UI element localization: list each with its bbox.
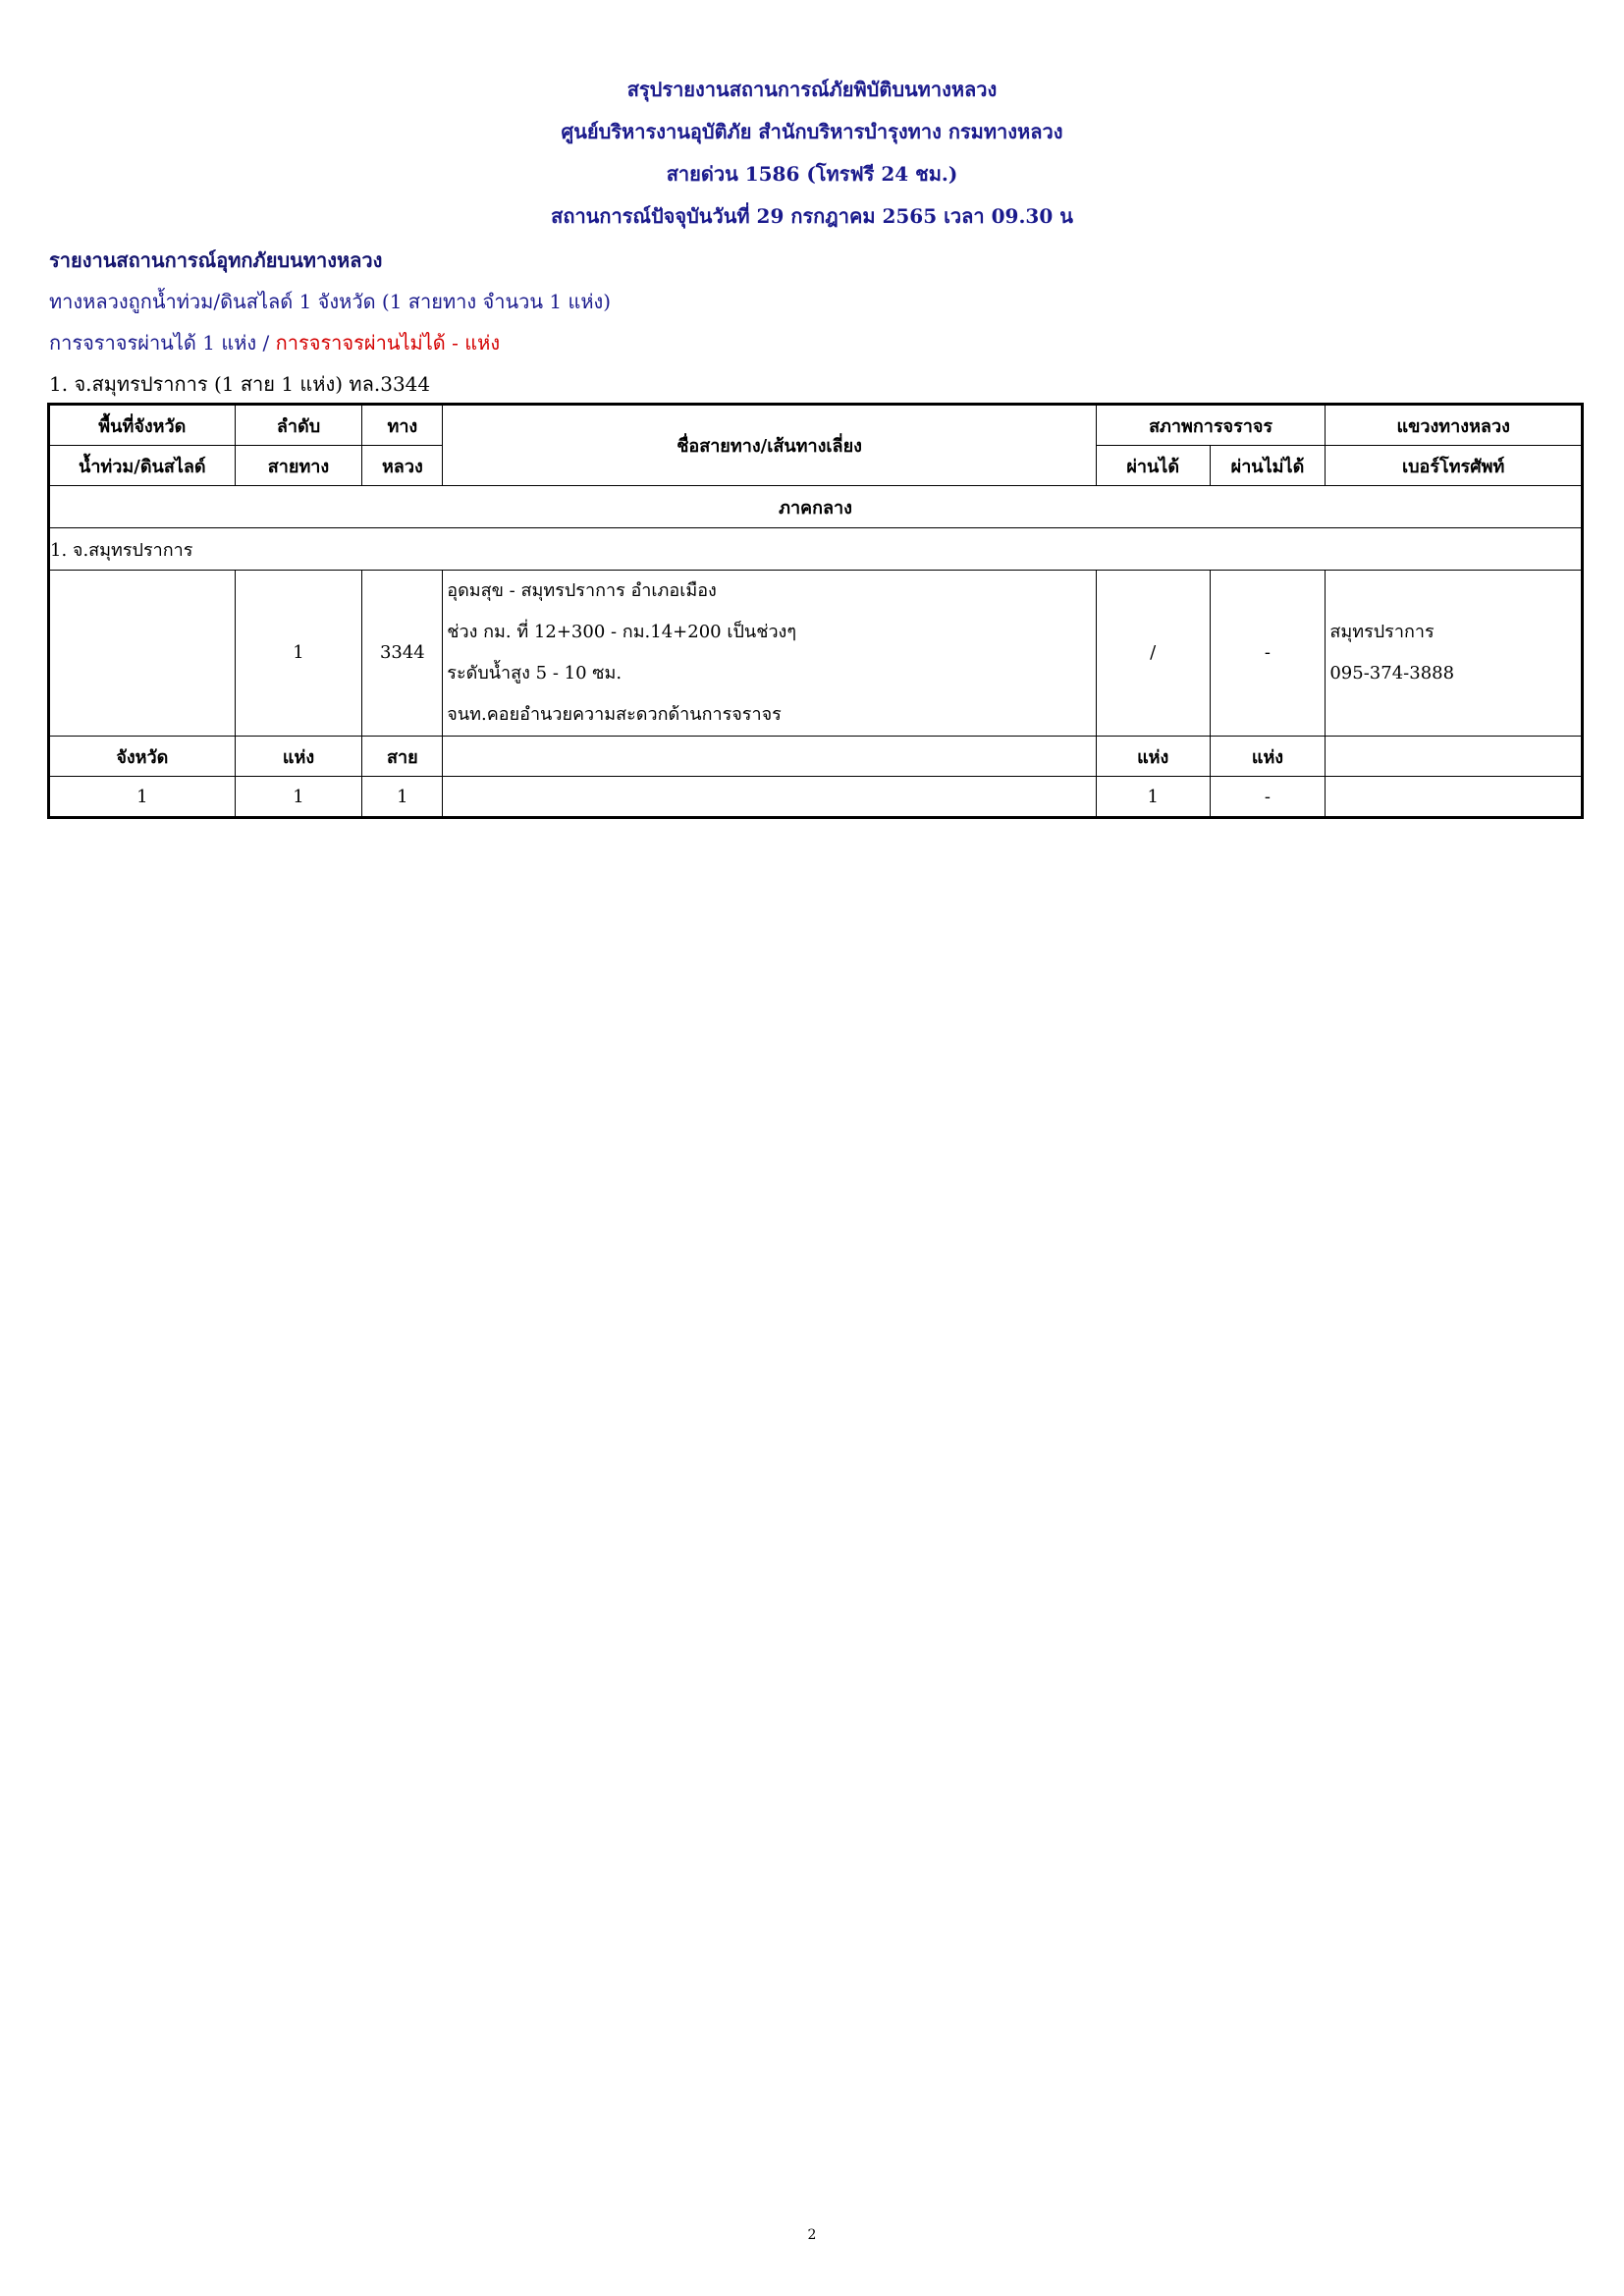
col-district-header-1: แขวงทางหลวง bbox=[1326, 405, 1583, 446]
col-order-header-2: สายทาง bbox=[235, 446, 362, 486]
situation-date: สถานการณ์ปัจจุบันวันที่ 29 กรกฎาคม 2565 เวลา 09.30 น bbox=[551, 204, 1073, 228]
hotline: สายด่วน 1586 (โทรฟรี 24 ชม.) bbox=[666, 162, 958, 186]
footer-pass-label: แห่ง bbox=[1096, 737, 1210, 777]
province-summary: 1. จ.สมุทรปราการ (1 สาย 1 แห่ง) ทล.3344 bbox=[49, 372, 431, 396]
route-line: จนท.คอยอำนวยความสะดวกด้านการจราจร bbox=[447, 704, 782, 725]
col-highway-header-2: หลวง bbox=[362, 446, 443, 486]
col-area-header-1: พื้นที่จังหวัด bbox=[49, 405, 236, 446]
order-cell: 1 bbox=[235, 571, 362, 737]
total-places: 1 bbox=[235, 777, 362, 818]
pass-cell: / bbox=[1096, 571, 1210, 737]
footer-province-label: จังหวัด bbox=[49, 737, 236, 777]
intro-section bbox=[49, 240, 611, 405]
col-area-header-2: น้ำท่วม/ดินสไลด์ bbox=[49, 446, 236, 486]
footer-nopass-label: แห่ง bbox=[1210, 737, 1326, 777]
total-routes: 1 bbox=[362, 777, 443, 818]
footer-routes-label: สาย bbox=[362, 737, 443, 777]
footer-blank bbox=[1326, 737, 1583, 777]
footer-places-label: แห่ง bbox=[235, 737, 362, 777]
col-highway-header-1: ทาง bbox=[362, 405, 443, 446]
district-cell bbox=[1326, 571, 1583, 737]
district-phone: 095-374-3888 bbox=[1329, 663, 1455, 683]
route-line: อุดมสุข - สมุทรปราการ อำเภอเมือง bbox=[447, 580, 717, 601]
table-row bbox=[49, 571, 1583, 737]
total-province: 1 bbox=[49, 777, 236, 818]
total-blank bbox=[1326, 777, 1583, 818]
page-number: 2 bbox=[807, 2227, 817, 2243]
col-pass-header: ผ่านได้ bbox=[1096, 446, 1210, 486]
center-name: ศูนย์บริหารงานอุบัติภัย สำนักบริหารบำรุงทาง กรมทางหลวง bbox=[561, 120, 1063, 143]
region-row: ภาคกลาง bbox=[49, 486, 1583, 528]
report-title: สรุปรายงานสถานการณ์ภัยพิบัติบนทางหลวง bbox=[626, 78, 998, 101]
footer-blank bbox=[443, 737, 1097, 777]
nopass-cell: - bbox=[1210, 571, 1326, 737]
col-district-header-2: เบอร์โทรศัพท์ bbox=[1326, 446, 1583, 486]
traffic-impassable: การจราจรผ่านไม่ได้ - แห่ง bbox=[275, 331, 501, 355]
highway-cell: 3344 bbox=[362, 571, 443, 737]
col-route-header: ชื่อสายทาง/เส้นทางเลี่ยง bbox=[443, 405, 1097, 486]
total-blank bbox=[443, 777, 1097, 818]
traffic-summary bbox=[49, 322, 611, 363]
total-pass: 1 bbox=[1096, 777, 1210, 818]
traffic-passable: การจราจรผ่านได้ 1 แห่ง / bbox=[49, 331, 270, 355]
area-cell bbox=[49, 571, 236, 737]
flood-summary: ทางหลวงถูกน้ำท่วม/ดินสไลด์ 1 จังหวัด (1 สายทาง จำนวน 1 แห่ง) bbox=[49, 290, 612, 313]
route-line: ช่วง กม. ที่ 12+300 - กม.14+200 เป็นช่วงๆ bbox=[447, 622, 797, 642]
flood-report-title: รายงานสถานการณ์อุทกภัยบนทางหลวง bbox=[49, 248, 383, 272]
col-traffic-header: สภาพการจราจร bbox=[1096, 405, 1326, 446]
col-nopass-header: ผ่านไม่ได้ bbox=[1210, 446, 1326, 486]
district-name: สมุทรปราการ bbox=[1329, 622, 1435, 642]
col-order-header-1: ลำดับ bbox=[235, 405, 362, 446]
total-nopass: - bbox=[1210, 777, 1326, 818]
route-cell bbox=[443, 571, 1097, 737]
province-row: 1. จ.สมุทรปราการ bbox=[49, 528, 1583, 571]
report-header bbox=[0, 69, 1624, 238]
route-line: ระดับน้ำสูง 5 - 10 ซม. bbox=[447, 663, 623, 683]
flood-table bbox=[47, 403, 1584, 819]
